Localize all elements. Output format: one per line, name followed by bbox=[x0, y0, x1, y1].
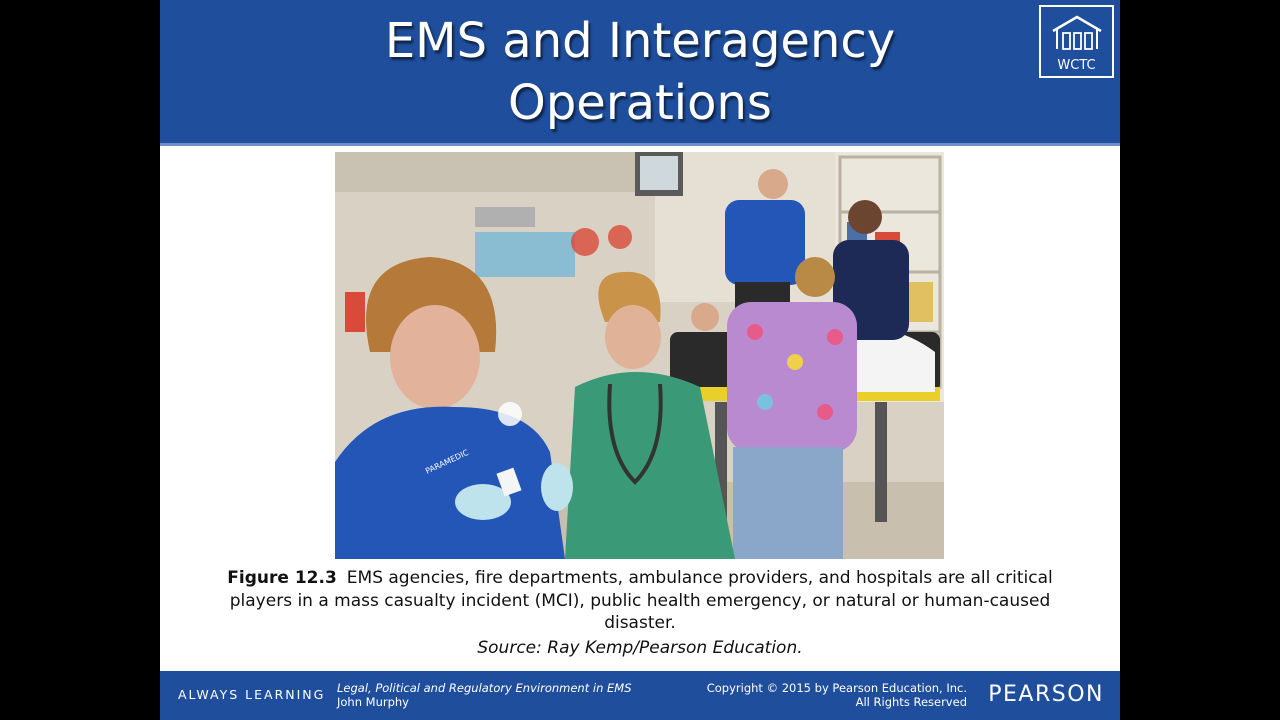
figure-source: Source: Ray Kemp/Pearson Education. bbox=[477, 638, 803, 658]
footer-copyright bbox=[707, 681, 967, 709]
hospital-scene-illustration bbox=[335, 152, 944, 559]
figure-caption-text: EMS agencies, fire departments, ambulance providers, and hospitals are all critical players in a mass casualty incident (MCI), public health emergency, or natural or human-caused disaster. bbox=[229, 568, 1053, 633]
book-title: Legal, Political and Regulatory Environment in EMS bbox=[337, 681, 632, 695]
slide-title-line2: Operations bbox=[508, 75, 772, 131]
copyright-line1: Copyright © 2015 by Pearson Education, Inc. bbox=[706, 681, 967, 695]
building-icon bbox=[1049, 13, 1105, 53]
logo-text: WCTC bbox=[1057, 58, 1096, 73]
footer-book-info bbox=[337, 681, 632, 709]
copyright-line2: All Rights Reserved bbox=[855, 695, 967, 709]
figure-caption bbox=[220, 567, 1060, 635]
pearson-logo: PEARSON bbox=[988, 682, 1104, 707]
slide bbox=[160, 0, 1120, 720]
paramedic-badge-text: PARAMEDIC bbox=[424, 447, 471, 476]
title-banner bbox=[160, 0, 1120, 143]
figure-photo bbox=[335, 152, 944, 559]
header-divider bbox=[160, 143, 1120, 146]
figure-label: Figure 12.3 bbox=[227, 568, 337, 588]
wctc-logo bbox=[1039, 5, 1114, 78]
slide-title-line1: EMS and Interagency bbox=[384, 13, 896, 69]
footer-bar bbox=[160, 671, 1120, 720]
slide-title bbox=[240, 10, 1040, 134]
footer-tagline: ALWAYS LEARNING bbox=[178, 687, 326, 702]
book-author: John Murphy bbox=[337, 695, 409, 709]
